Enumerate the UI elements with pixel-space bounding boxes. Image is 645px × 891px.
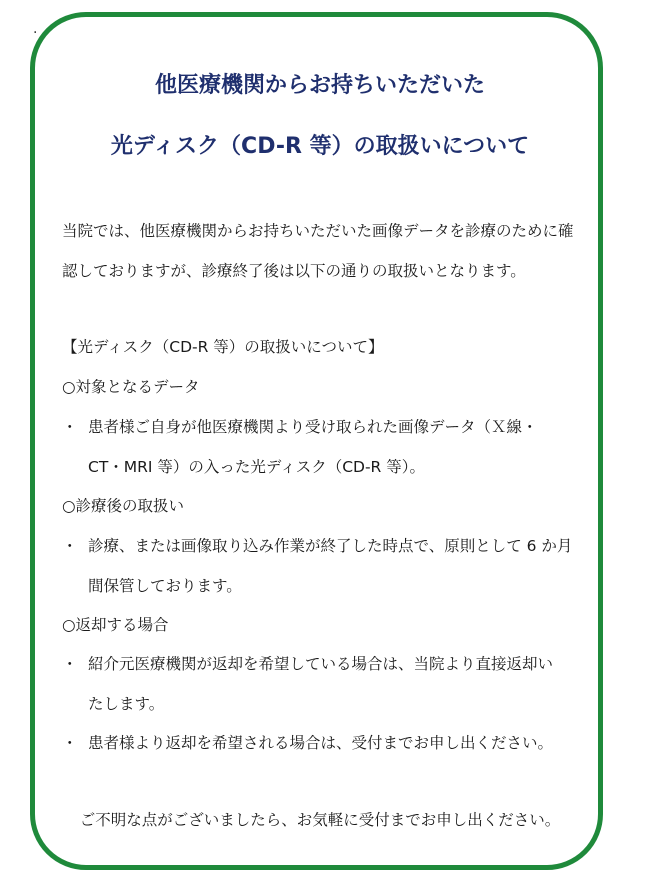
intro-line2: 認しておりますが、診療終了後は以下の通りの取扱いとなります。 [62, 262, 526, 280]
target-data-heading: ○対象となるデータ [62, 378, 200, 396]
return-heading: ○返却する場合 [62, 616, 169, 634]
bullet-marker: ・ [62, 537, 78, 555]
after-treatment-heading: ○診療後の取扱い [62, 497, 185, 515]
return-item2-line1: 患者様より返却を希望される場合は、受付までお申し出ください。 [88, 734, 554, 752]
notice-title-line1: 他医療機関からお持ちいただいた [154, 73, 485, 98]
return-item1-line2: たします。 [88, 695, 165, 713]
target-data-item-line1: 患者様ご自身が他医療機関より受け取られた画像データ（Ｘ線・ [88, 418, 538, 436]
notice-title-line2: 光ディスク（CD-R 等）の取扱いについて [110, 134, 530, 159]
target-data-item-line2: CT・MRI 等）の入った光ディスク（CD-R 等）。 [88, 458, 425, 476]
closing-note: ご不明な点がございましたら、お気軽に受付までお申し出ください。 [79, 811, 561, 829]
return-item1-line1: 紹介元医療機関が返却を希望している場合は、当院より直接返却い [88, 655, 554, 673]
after-treatment-item-line1: 診療、または画像取り込み作業が終了した時点で、原則として 6 か月 [88, 537, 573, 555]
intro-line1: 当院では、他医療機関からお持ちいただいた画像データを診療のために確 [62, 222, 574, 240]
after-treatment-item-line2: 間保管しております。 [88, 577, 242, 595]
bullet-marker: ・ [62, 655, 78, 673]
stray-mark: . [33, 21, 38, 37]
section-heading: 【光ディスク（CD-R 等）の取扱いについて】 [62, 338, 384, 356]
bullet-marker: ・ [62, 418, 78, 436]
bullet-marker: ・ [62, 734, 78, 752]
